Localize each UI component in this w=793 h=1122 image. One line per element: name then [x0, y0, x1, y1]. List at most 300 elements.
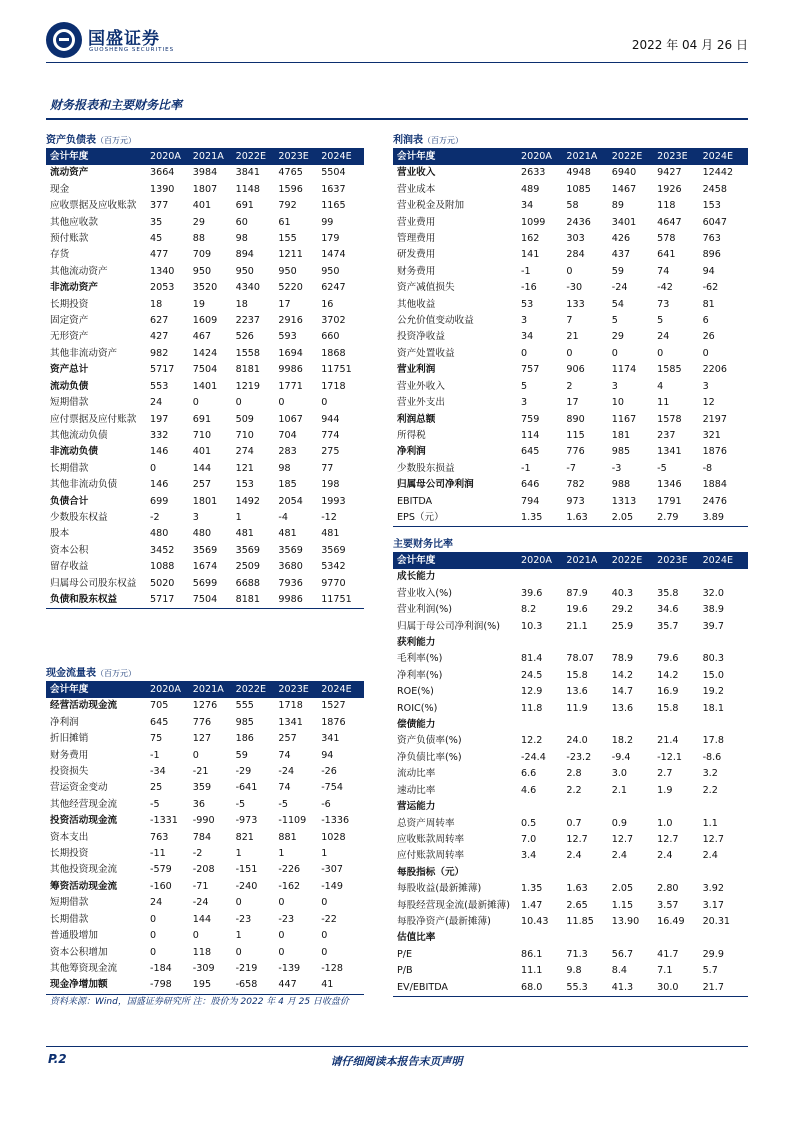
row-label: 营业外收入 — [397, 380, 445, 392]
value-cell: -3 — [611, 462, 622, 474]
value-cell — [612, 799, 657, 815]
row-label: 毛利率(%) — [397, 653, 443, 665]
value-cell: 1313 — [611, 495, 637, 507]
value-cell — [657, 569, 702, 585]
table-row — [46, 731, 364, 747]
value-cell: 881 — [278, 831, 297, 843]
value-cell: 480 — [192, 528, 212, 540]
value-cell: -2 — [192, 848, 203, 860]
value-cell: 1527 — [321, 700, 346, 712]
value-cell: 0 — [278, 930, 285, 942]
value-cell: -23 — [278, 913, 295, 925]
value-cell: 41 — [321, 977, 364, 994]
value-cell: 12442 — [702, 167, 734, 179]
table-row — [46, 461, 364, 477]
value-cell: 24 — [150, 397, 163, 409]
table-row — [46, 379, 364, 395]
value-cell: 6688 — [235, 577, 261, 589]
table-row — [46, 748, 364, 764]
value-cell: -62 — [702, 282, 719, 294]
value-cell: 144 — [192, 913, 212, 925]
value-cell: 950 — [235, 265, 254, 277]
value-cell: 553 — [150, 380, 169, 392]
value-cell: 118 — [192, 946, 212, 958]
value-cell: 59 — [235, 749, 248, 761]
row-label: 营运资金变动 — [50, 782, 108, 794]
row-label: 其他筹资现金流 — [50, 962, 118, 974]
value-cell: 5717 — [150, 364, 175, 376]
value-cell: -30 — [566, 282, 583, 294]
table-row — [393, 510, 748, 527]
row-label: 成长能力 — [397, 571, 436, 583]
row-label: 营业利润 — [397, 364, 436, 376]
row-label: ROIC(%) — [397, 702, 438, 714]
table-row — [393, 898, 748, 914]
value-cell — [612, 865, 657, 881]
value-cell: -641 — [235, 782, 258, 794]
year-header-cell: 2020A — [150, 682, 193, 698]
value-cell: 763 — [702, 233, 721, 245]
value-cell: 11.8 — [521, 702, 543, 714]
value-cell: 2.4 — [611, 850, 628, 862]
value-cell: -151 — [235, 864, 258, 876]
value-cell: 5020 — [150, 577, 175, 589]
year-header-cell: 2023E — [278, 682, 321, 698]
table-row — [46, 797, 364, 813]
table-row — [393, 313, 748, 329]
year-header-cell: 2021A — [193, 149, 236, 165]
value-cell: 98 — [235, 233, 248, 245]
value-cell: 12 — [702, 397, 715, 409]
value-cell: 39.6 — [521, 587, 543, 599]
value-cell: 2458 — [702, 183, 727, 195]
value-cell: 3 — [521, 315, 528, 327]
table-row — [393, 602, 748, 618]
value-cell: 87.9 — [566, 587, 588, 599]
value-cell: -309 — [192, 962, 215, 974]
value-cell: 6047 — [702, 216, 727, 228]
value-cell: 0 — [566, 347, 573, 359]
table-row — [46, 247, 364, 263]
table-row — [46, 215, 364, 231]
value-cell: 0 — [192, 930, 199, 942]
row-label: 存货 — [50, 249, 70, 261]
year-header-cell: 2021A — [193, 682, 236, 698]
guosheng-logo-icon — [46, 22, 82, 58]
value-cell: 13.6 — [611, 702, 634, 714]
value-cell: 13.6 — [566, 686, 588, 698]
value-cell: 16.49 — [657, 915, 685, 927]
value-cell: 784 — [192, 831, 212, 843]
row-label: 无形资产 — [50, 331, 89, 343]
value-cell: 1 — [235, 511, 242, 523]
value-cell: 321 — [702, 429, 721, 441]
value-cell: 2633 — [521, 167, 546, 179]
value-cell: 127 — [192, 733, 212, 745]
row-label: EPS（元） — [393, 510, 521, 527]
value-cell: 12.7 — [566, 833, 588, 845]
row-label: 少数股东损益 — [397, 462, 455, 474]
row-label: 总资产周转率 — [397, 817, 455, 829]
table-row — [46, 879, 364, 895]
value-cell: 3.0 — [611, 768, 628, 780]
value-cell: 94 — [702, 265, 715, 277]
table-header-row — [393, 553, 748, 569]
value-cell: 1.9 — [657, 784, 673, 796]
table-title: 主要财务比率 — [393, 537, 748, 553]
table-row — [46, 297, 364, 313]
table-row — [393, 865, 748, 881]
value-cell — [566, 865, 611, 881]
value-cell: 7 — [566, 315, 573, 327]
value-cell: 763 — [150, 831, 169, 843]
value-cell: 21 — [566, 331, 579, 343]
value-cell: 2.7 — [657, 768, 673, 780]
value-cell: 2237 — [235, 315, 261, 327]
row-label: 负债和股东权益 — [46, 592, 150, 609]
value-cell: -2 — [150, 511, 160, 523]
value-cell — [566, 799, 611, 815]
value-cell: 0 — [278, 946, 285, 958]
value-cell: 73 — [657, 298, 670, 310]
value-cell: -219 — [235, 962, 258, 974]
row-label: 营业利润(%) — [397, 604, 452, 616]
page-number: P.2 — [48, 1052, 67, 1066]
row-label: 其他流动资产 — [50, 265, 108, 277]
value-cell: 2509 — [235, 561, 261, 573]
table-row — [46, 510, 364, 526]
value-cell: 1085 — [566, 183, 591, 195]
value-cell: 35 — [150, 216, 163, 228]
value-cell: 39.7 — [702, 620, 724, 632]
value-cell: 98 — [278, 462, 291, 474]
value-cell: 11.9 — [566, 702, 588, 714]
row-label: 现金 — [50, 183, 70, 195]
value-cell: 359 — [192, 782, 212, 794]
value-cell: 8.2 — [521, 604, 537, 616]
row-label: 研发费用 — [397, 249, 436, 261]
value-cell: 24.0 — [566, 735, 588, 747]
value-cell: -34 — [150, 766, 166, 778]
value-cell: -12 — [321, 511, 337, 523]
value-cell: 3.89 — [703, 510, 748, 527]
row-label: 资产负债率(%) — [397, 735, 462, 747]
value-cell: 0 — [611, 347, 618, 359]
row-label: 获利能力 — [397, 637, 436, 649]
value-cell: -658 — [236, 977, 279, 994]
value-cell: -5 — [150, 798, 160, 810]
year-header-cell: 2024E — [703, 553, 748, 569]
value-cell: -9.4 — [611, 751, 631, 763]
value-cell: 80.3 — [702, 653, 724, 665]
table-row — [393, 717, 748, 733]
value-cell: 0 — [321, 397, 328, 409]
row-label: 其他收益 — [397, 298, 436, 310]
value-cell — [521, 635, 566, 651]
value-cell: 3 — [611, 380, 618, 392]
table-row — [46, 182, 364, 198]
value-cell: 21.4 — [657, 735, 679, 747]
header-cell: 会计年度 — [393, 553, 521, 569]
table-row — [46, 945, 364, 961]
row-label: 负债合计 — [50, 495, 89, 507]
value-cell: 437 — [611, 249, 631, 261]
value-cell: 691 — [192, 413, 212, 425]
value-cell: 1718 — [321, 380, 346, 392]
value-cell: 1558 — [235, 347, 261, 359]
table-row — [46, 313, 364, 329]
value-cell: 3.92 — [702, 883, 724, 895]
value-cell: 1424 — [192, 347, 218, 359]
value-cell: 0.5 — [521, 817, 537, 829]
value-cell: -1109 — [278, 815, 307, 827]
header-cell: 会计年度 — [46, 149, 150, 165]
value-cell: 1219 — [235, 380, 261, 392]
value-cell: 21.1 — [566, 620, 588, 632]
value-cell: -139 — [278, 962, 301, 974]
table-row — [393, 783, 748, 799]
value-cell: 2.4 — [566, 850, 582, 862]
value-cell: 3569 — [321, 544, 346, 556]
value-cell: 2916 — [278, 315, 303, 327]
value-cell: -307 — [321, 864, 343, 876]
value-cell: 0 — [657, 347, 664, 359]
table-row — [393, 379, 748, 395]
value-cell: 6940 — [611, 167, 637, 179]
value-cell: -5 — [235, 798, 246, 810]
value-cell: 1341 — [657, 446, 682, 458]
table-row — [393, 264, 748, 280]
value-cell: 9770 — [321, 577, 346, 589]
balance-sheet-table — [46, 133, 364, 609]
value-cell: 21.7 — [703, 980, 748, 997]
table-row — [46, 165, 364, 181]
table-row — [393, 280, 748, 296]
value-cell — [703, 930, 748, 946]
row-label: 非流动负债 — [50, 446, 98, 458]
value-cell: 11751 — [321, 592, 364, 609]
table-row — [393, 329, 748, 345]
value-cell: 1474 — [321, 249, 346, 261]
table-header-row — [393, 149, 748, 165]
row-label: 投资净收益 — [397, 331, 445, 343]
year-header-cell: 2022E — [236, 682, 279, 698]
value-cell: 9986 — [278, 592, 321, 609]
row-label: 应付票据及应付账款 — [50, 413, 137, 425]
value-cell: 5 — [521, 380, 528, 392]
row-label: 每股指标（元） — [397, 866, 465, 878]
value-cell: 16 — [321, 298, 334, 310]
value-cell: 61 — [278, 216, 291, 228]
value-cell: 906 — [566, 364, 585, 376]
value-cell — [657, 865, 702, 881]
row-label: P/E — [397, 948, 413, 960]
value-cell: 973 — [566, 495, 585, 507]
value-cell: 2.4 — [702, 850, 718, 862]
year-header-cell: 2020A — [521, 149, 566, 165]
row-label: 长期借款 — [50, 913, 89, 925]
value-cell: 1211 — [278, 249, 303, 261]
value-cell: 890 — [566, 413, 585, 425]
row-label: 估值比率 — [397, 932, 436, 944]
row-label: 公允价值变动收益 — [397, 315, 474, 327]
year-header-cell: 2023E — [657, 149, 702, 165]
table-row — [393, 461, 748, 477]
value-cell: 489 — [521, 183, 540, 195]
value-cell: 274 — [235, 446, 254, 458]
value-cell — [612, 569, 657, 585]
table-row — [393, 947, 748, 963]
value-cell: 53 — [521, 298, 534, 310]
value-cell: 705 — [150, 700, 169, 712]
value-cell: 59 — [611, 265, 624, 277]
row-label: 应付账款周转率 — [397, 850, 465, 862]
value-cell: 3.4 — [521, 850, 537, 862]
value-cell — [566, 717, 611, 733]
table-row — [46, 494, 364, 510]
value-cell: 26 — [702, 331, 715, 343]
row-label: 每股经营现金流(最新摊薄) — [397, 899, 511, 911]
value-cell: 56.7 — [611, 948, 634, 960]
value-cell: -4 — [278, 511, 288, 523]
value-cell — [612, 717, 657, 733]
table-row — [46, 444, 364, 460]
value-cell: 2.8 — [566, 768, 582, 780]
value-cell: -8.6 — [702, 751, 722, 763]
value-cell — [566, 635, 611, 651]
value-cell: 1 — [235, 930, 242, 942]
value-cell: 0 — [566, 265, 573, 277]
row-label: 其他流动负债 — [50, 429, 108, 441]
value-cell: 0 — [150, 462, 157, 474]
value-cell: 146 — [150, 479, 169, 491]
table-row — [46, 280, 364, 296]
value-cell: 2.80 — [657, 883, 679, 895]
value-cell: 691 — [235, 200, 254, 212]
value-cell: -160 — [150, 880, 172, 892]
value-cell: 58 — [566, 200, 579, 212]
value-cell: 467 — [192, 331, 212, 343]
value-cell: 17 — [566, 397, 579, 409]
value-cell: 3664 — [150, 167, 175, 179]
table-row — [393, 635, 748, 651]
table-row — [46, 780, 364, 796]
value-cell: 3 — [192, 511, 199, 523]
value-cell: 45 — [150, 233, 163, 245]
table-row — [46, 715, 364, 731]
table-row — [393, 651, 748, 667]
value-cell: 14.2 — [657, 669, 679, 681]
value-cell: 198 — [321, 479, 340, 491]
value-cell: 1.63 — [566, 883, 588, 895]
report-date: 2022 年 04 月 26 日 — [631, 38, 748, 52]
value-cell: -26 — [321, 766, 337, 778]
value-cell: 1926 — [657, 183, 682, 195]
value-cell: 481 — [321, 528, 340, 540]
table-row — [393, 668, 748, 684]
value-cell: 6.6 — [521, 768, 537, 780]
table-row — [393, 247, 748, 263]
value-cell: -21 — [192, 766, 209, 778]
value-cell: 3569 — [278, 544, 303, 556]
value-cell: 54 — [611, 298, 624, 310]
value-cell: 10.43 — [521, 915, 549, 927]
value-cell: 1609 — [192, 315, 218, 327]
source-note: 资料来源：Wind，国盛证券研究所 注：股价为 2022 年 4 月 25 日收盘价 — [50, 997, 349, 1007]
row-label: 资本公积增加 — [50, 946, 108, 958]
value-cell: 9986 — [278, 364, 303, 376]
value-cell: 555 — [235, 700, 254, 712]
value-cell: 0 — [321, 897, 328, 909]
value-cell: 1578 — [657, 413, 682, 425]
value-cell: 10 — [611, 397, 624, 409]
table-row — [46, 698, 364, 714]
value-cell: 3680 — [278, 561, 303, 573]
value-cell: 0 — [150, 930, 157, 942]
table-row — [393, 198, 748, 214]
value-cell: 1 — [278, 848, 285, 860]
table-row — [393, 231, 748, 247]
year-header-cell: 2024E — [703, 149, 748, 165]
row-label: 净利润 — [50, 716, 79, 728]
row-label: 营业费用 — [397, 216, 436, 228]
value-cell: 36 — [192, 798, 206, 810]
value-cell: -226 — [278, 864, 301, 876]
value-cell: 133 — [566, 298, 585, 310]
table-row — [393, 346, 748, 362]
value-cell: 4948 — [566, 167, 591, 179]
footer-disclaimer: 请仔细阅读本报告末页声明 — [330, 1055, 463, 1068]
value-cell: 6 — [702, 315, 709, 327]
row-label: 净负债比率(%) — [397, 751, 462, 763]
table-row — [393, 165, 748, 181]
value-cell — [657, 717, 702, 733]
value-cell: 1341 — [278, 716, 303, 728]
value-cell: 197 — [150, 413, 169, 425]
row-label: 财务费用 — [50, 749, 89, 761]
value-cell: 74 — [657, 265, 670, 277]
value-cell: -149 — [321, 880, 343, 892]
row-label: 经营活动现金流 — [50, 700, 118, 712]
value-cell: 6247 — [321, 282, 346, 294]
table-header-row — [46, 682, 364, 698]
row-label: 资产减值损失 — [397, 282, 455, 294]
row-label: 短期借款 — [50, 397, 89, 409]
table-row — [393, 799, 748, 815]
table-row — [393, 569, 748, 585]
table-row — [393, 362, 748, 378]
value-cell — [703, 635, 748, 651]
row-label: 预付账款 — [50, 233, 89, 245]
value-cell: 944 — [321, 413, 340, 425]
value-cell: 950 — [192, 265, 212, 277]
value-cell: 1340 — [150, 265, 175, 277]
value-cell: 0 — [321, 946, 328, 958]
value-cell: 0 — [150, 913, 157, 925]
value-cell: -798 — [150, 977, 193, 994]
year-header-cell: 2022E — [236, 149, 279, 165]
value-cell: 3841 — [235, 167, 261, 179]
value-cell: -12.1 — [657, 751, 682, 763]
value-cell: 447 — [278, 977, 321, 994]
value-cell: 275 — [321, 446, 340, 458]
value-cell: 29.2 — [611, 604, 634, 616]
table-row — [46, 977, 364, 994]
value-cell: 4.6 — [521, 784, 537, 796]
row-label: 投资损失 — [50, 766, 89, 778]
value-cell: 709 — [192, 249, 212, 261]
value-cell: 284 — [566, 249, 585, 261]
